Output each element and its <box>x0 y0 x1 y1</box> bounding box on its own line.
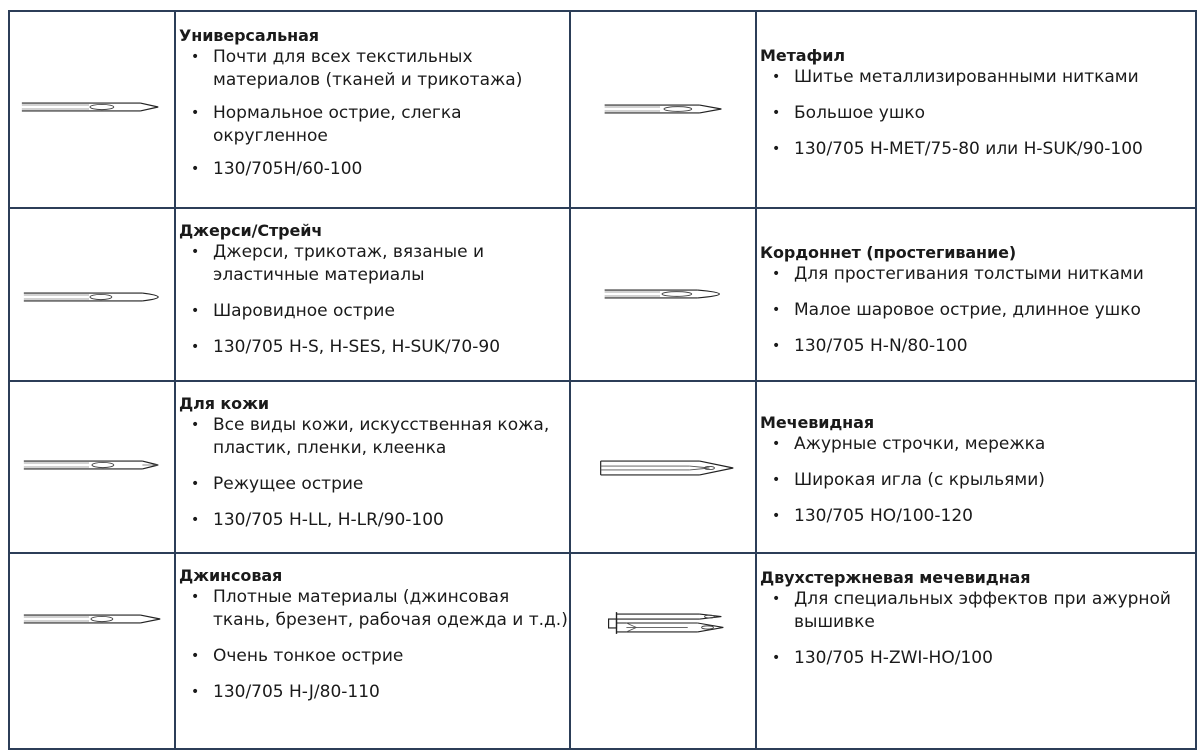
feature-list <box>760 433 1045 528</box>
universal-needle-icon <box>10 100 174 116</box>
feature-list <box>179 241 569 359</box>
needle-image-cell <box>10 209 176 380</box>
needle-description-cell <box>176 209 571 380</box>
needle-title: Универсальная <box>179 26 319 45</box>
list-item: • 130/705H/60-100 <box>179 158 569 181</box>
list-item: • Режущее острие <box>179 473 569 496</box>
twin-wing-needle-icon <box>571 608 755 638</box>
needle-image-cell <box>10 12 176 207</box>
list-item: • Для простегивания толстыми нитками <box>760 263 1144 286</box>
feature-list <box>760 588 1195 670</box>
needle-description-cell <box>757 554 1195 748</box>
needle-image-cell <box>10 554 176 748</box>
wing-needle-icon <box>571 457 755 479</box>
list-item: • 130/705 HO/100-120 <box>760 505 1045 528</box>
list-item: • Большое ушко <box>760 102 1143 125</box>
feature-list <box>760 66 1143 161</box>
feature-list <box>179 46 569 181</box>
needle-description-cell <box>757 12 1195 207</box>
list-item: • Нормальное острие, слегка округленное <box>179 102 569 148</box>
needle-image-cell <box>571 12 757 207</box>
needle-title: Двухстержневая мечевидная <box>760 568 1031 587</box>
table-row <box>10 554 1195 748</box>
list-item: • Плотные материалы (джинсовая ткань, брезент, рабочая одежда и т.д.) <box>179 586 569 632</box>
needle-table <box>8 10 1197 750</box>
needle-title: Кордоннет (простегивание) <box>760 243 1017 262</box>
list-item: • 130/705 H-LL, H-LR/90-100 <box>179 509 569 532</box>
jersey-needle-icon <box>10 290 174 306</box>
list-item: • 130/705 H-MET/75-80 или H-SUK/90-100 <box>760 138 1143 161</box>
list-item: • Шитье металлизированными нитками <box>760 66 1143 89</box>
needle-image-cell <box>571 209 757 380</box>
list-item: • Все виды кожи, искусственная кожа, пластик, пленки, клеенка <box>179 414 569 460</box>
list-item: • Широкая игла (с крыльями) <box>760 469 1045 492</box>
needle-image-cell <box>571 382 757 552</box>
feature-list <box>179 414 569 532</box>
list-item: • Шаровидное острие <box>179 300 569 323</box>
list-item: • 130/705 H-ZWI-HO/100 <box>760 647 1195 670</box>
needle-description-cell <box>757 209 1195 380</box>
list-item: • Почти для всех текстильных материалов (тканей и трикотажа) <box>179 46 569 92</box>
needle-title: Для кожи <box>179 394 269 413</box>
leather-needle-icon <box>10 458 174 474</box>
feature-list <box>760 263 1144 358</box>
list-item: • Джерси, трикотаж, вязаные и эластичные материалы <box>179 241 569 287</box>
metafil-needle-icon <box>571 102 755 118</box>
needle-description-cell <box>757 382 1195 552</box>
jeans-needle-icon <box>10 612 174 628</box>
needle-description-cell <box>176 12 571 207</box>
needle-title: Мечевидная <box>760 413 874 432</box>
table-row <box>10 382 1195 554</box>
table-row <box>10 12 1195 209</box>
list-item: • Ажурные строчки, мережка <box>760 433 1045 456</box>
list-item: • Малое шаровое острие, длинное ушко <box>760 299 1144 322</box>
list-item: • 130/705 H-J/80-110 <box>179 681 569 704</box>
list-item: • Очень тонкое острие <box>179 645 569 668</box>
cordonnet-needle-icon <box>571 287 755 303</box>
needle-description-cell <box>176 554 571 748</box>
needle-title: Метафил <box>760 46 845 65</box>
needle-title: Джерси/Стрейч <box>179 221 323 240</box>
table-row <box>10 209 1195 382</box>
needle-description-cell <box>176 382 571 552</box>
list-item: • 130/705 H-N/80-100 <box>760 335 1144 358</box>
list-item: • Для специальных эффектов при ажурной вышивке <box>760 588 1195 634</box>
feature-list <box>179 586 569 704</box>
list-item: • 130/705 H-S, H-SES, H-SUK/70-90 <box>179 336 569 359</box>
needle-title: Джинсовая <box>179 566 283 585</box>
needle-image-cell <box>10 382 176 552</box>
needle-image-cell <box>571 554 757 748</box>
